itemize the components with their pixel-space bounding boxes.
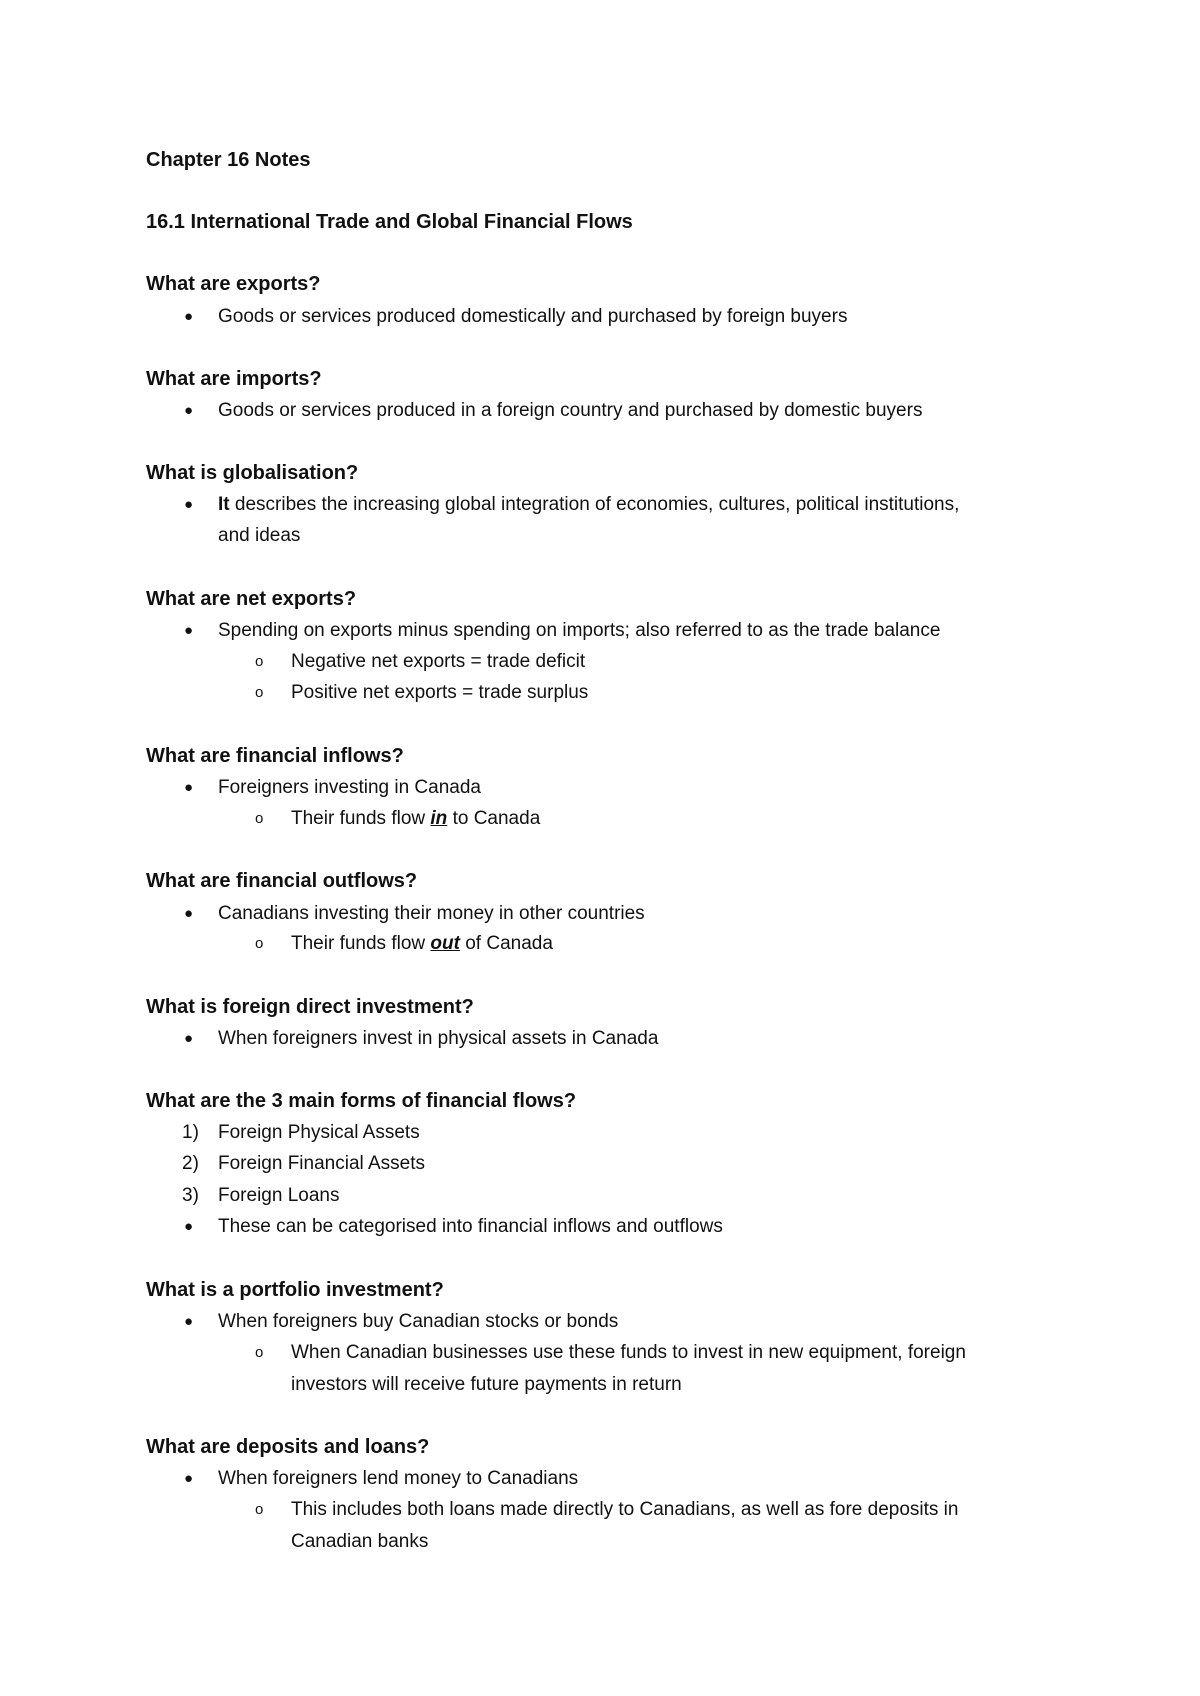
bullet-icon: ● [184,1470,194,1487]
answer-portfolio-sub-line2: investors will receive future payments in return [291,1374,682,1395]
answer-deposits-sub-line2: Canadian banks [291,1531,429,1552]
bullet-icon: ● [184,1030,194,1047]
question-globalisation: What is globalisation? [146,462,359,484]
answer-net-exports-sub: Negative net exports = trade deficit [291,651,586,672]
sub-bullet-icon: o [255,684,264,701]
answer-portfolio-investment: When foreigners buy Canadian stocks or bonds [218,1311,619,1332]
answer-globalisation-bold: It [218,494,230,515]
answer-exports: Goods or services produced domestically and purchased by foreign buyers [218,306,848,327]
sub-bullet-icon: o [255,1501,264,1518]
sub-text-post: of Canada [459,933,553,954]
answer-financial-outflows-sub [291,932,553,956]
question-exports: What are exports? [146,273,321,295]
sub-text-pre: Their funds flow [291,933,431,954]
answer-financial-outflows: Canadians investing their money in other countries [218,903,645,924]
sub-bullet-icon: o [255,653,264,670]
answer-imports: Goods or services produced in a foreign country and purchased by domestic buyers [218,400,923,421]
question-imports: What are imports? [146,368,322,390]
emphasis-out: out [430,933,460,954]
bullet-icon: ● [184,402,194,419]
emphasis-in: in [430,808,448,829]
list-number: 1) [182,1122,199,1143]
bullet-icon: ● [184,308,194,325]
sub-text-post: to Canada [447,808,541,829]
question-financial-outflows: What are financial outflows? [146,870,418,892]
answer-financial-inflows: Foreigners investing in Canada [218,777,481,798]
bullet-icon: ● [184,1218,194,1235]
question-financial-flow-forms: What are the 3 main forms of financial flows? [146,1090,577,1112]
list-item: Foreign Loans [218,1185,340,1206]
answer-financial-inflows-sub [291,807,540,831]
list-number: 3) [182,1185,199,1206]
sub-bullet-icon: o [255,810,264,827]
bullet-icon: ● [184,779,194,796]
sub-bullet-icon: o [255,935,264,952]
question-financial-inflows: What are financial inflows? [146,745,404,767]
sub-text-pre: Their funds flow [291,808,431,829]
question-fdi: What is foreign direct investment? [146,996,474,1018]
list-item: Foreign Physical Assets [218,1122,420,1143]
answer-net-exports: Spending on exports minus spending on imports; also referred to as the trade balance [218,620,941,641]
question-deposits-loans: What are deposits and loans? [146,1436,430,1458]
answer-globalisation-line2: and ideas [218,525,301,546]
answer-net-exports-sub: Positive net exports = trade surplus [291,682,589,703]
bullet-icon: ● [184,622,194,639]
answer-deposits-sub: This includes both loans made directly to Canadians, as well as fore deposits in [291,1499,959,1520]
question-portfolio-investment: What is a portfolio investment? [146,1279,444,1301]
document-title: Chapter 16 Notes [146,149,311,171]
section-heading: 16.1 International Trade and Global Financial Flows [146,211,633,233]
sub-bullet-icon: o [255,1344,264,1361]
bullet-icon: ● [184,905,194,922]
bullet-icon: ● [184,1313,194,1330]
list-item: Foreign Financial Assets [218,1153,425,1174]
answer-portfolio-sub: When Canadian businesses use these funds to invest in new equipment, foreign [291,1342,966,1363]
answer-forms-note: These can be categorised into financial inflows and outflows [218,1216,723,1237]
answer-fdi: When foreigners invest in physical assets in Canada [218,1028,659,1049]
answer-globalisation [218,493,959,517]
answer-deposits-loans: When foreigners lend money to Canadians [218,1468,579,1489]
list-number: 2) [182,1153,199,1174]
answer-globalisation-rest: describes the increasing global integration of economies, cultures, political institutions, [229,494,960,515]
question-net-exports: What are net exports? [146,588,357,610]
bullet-icon: ● [184,496,194,513]
